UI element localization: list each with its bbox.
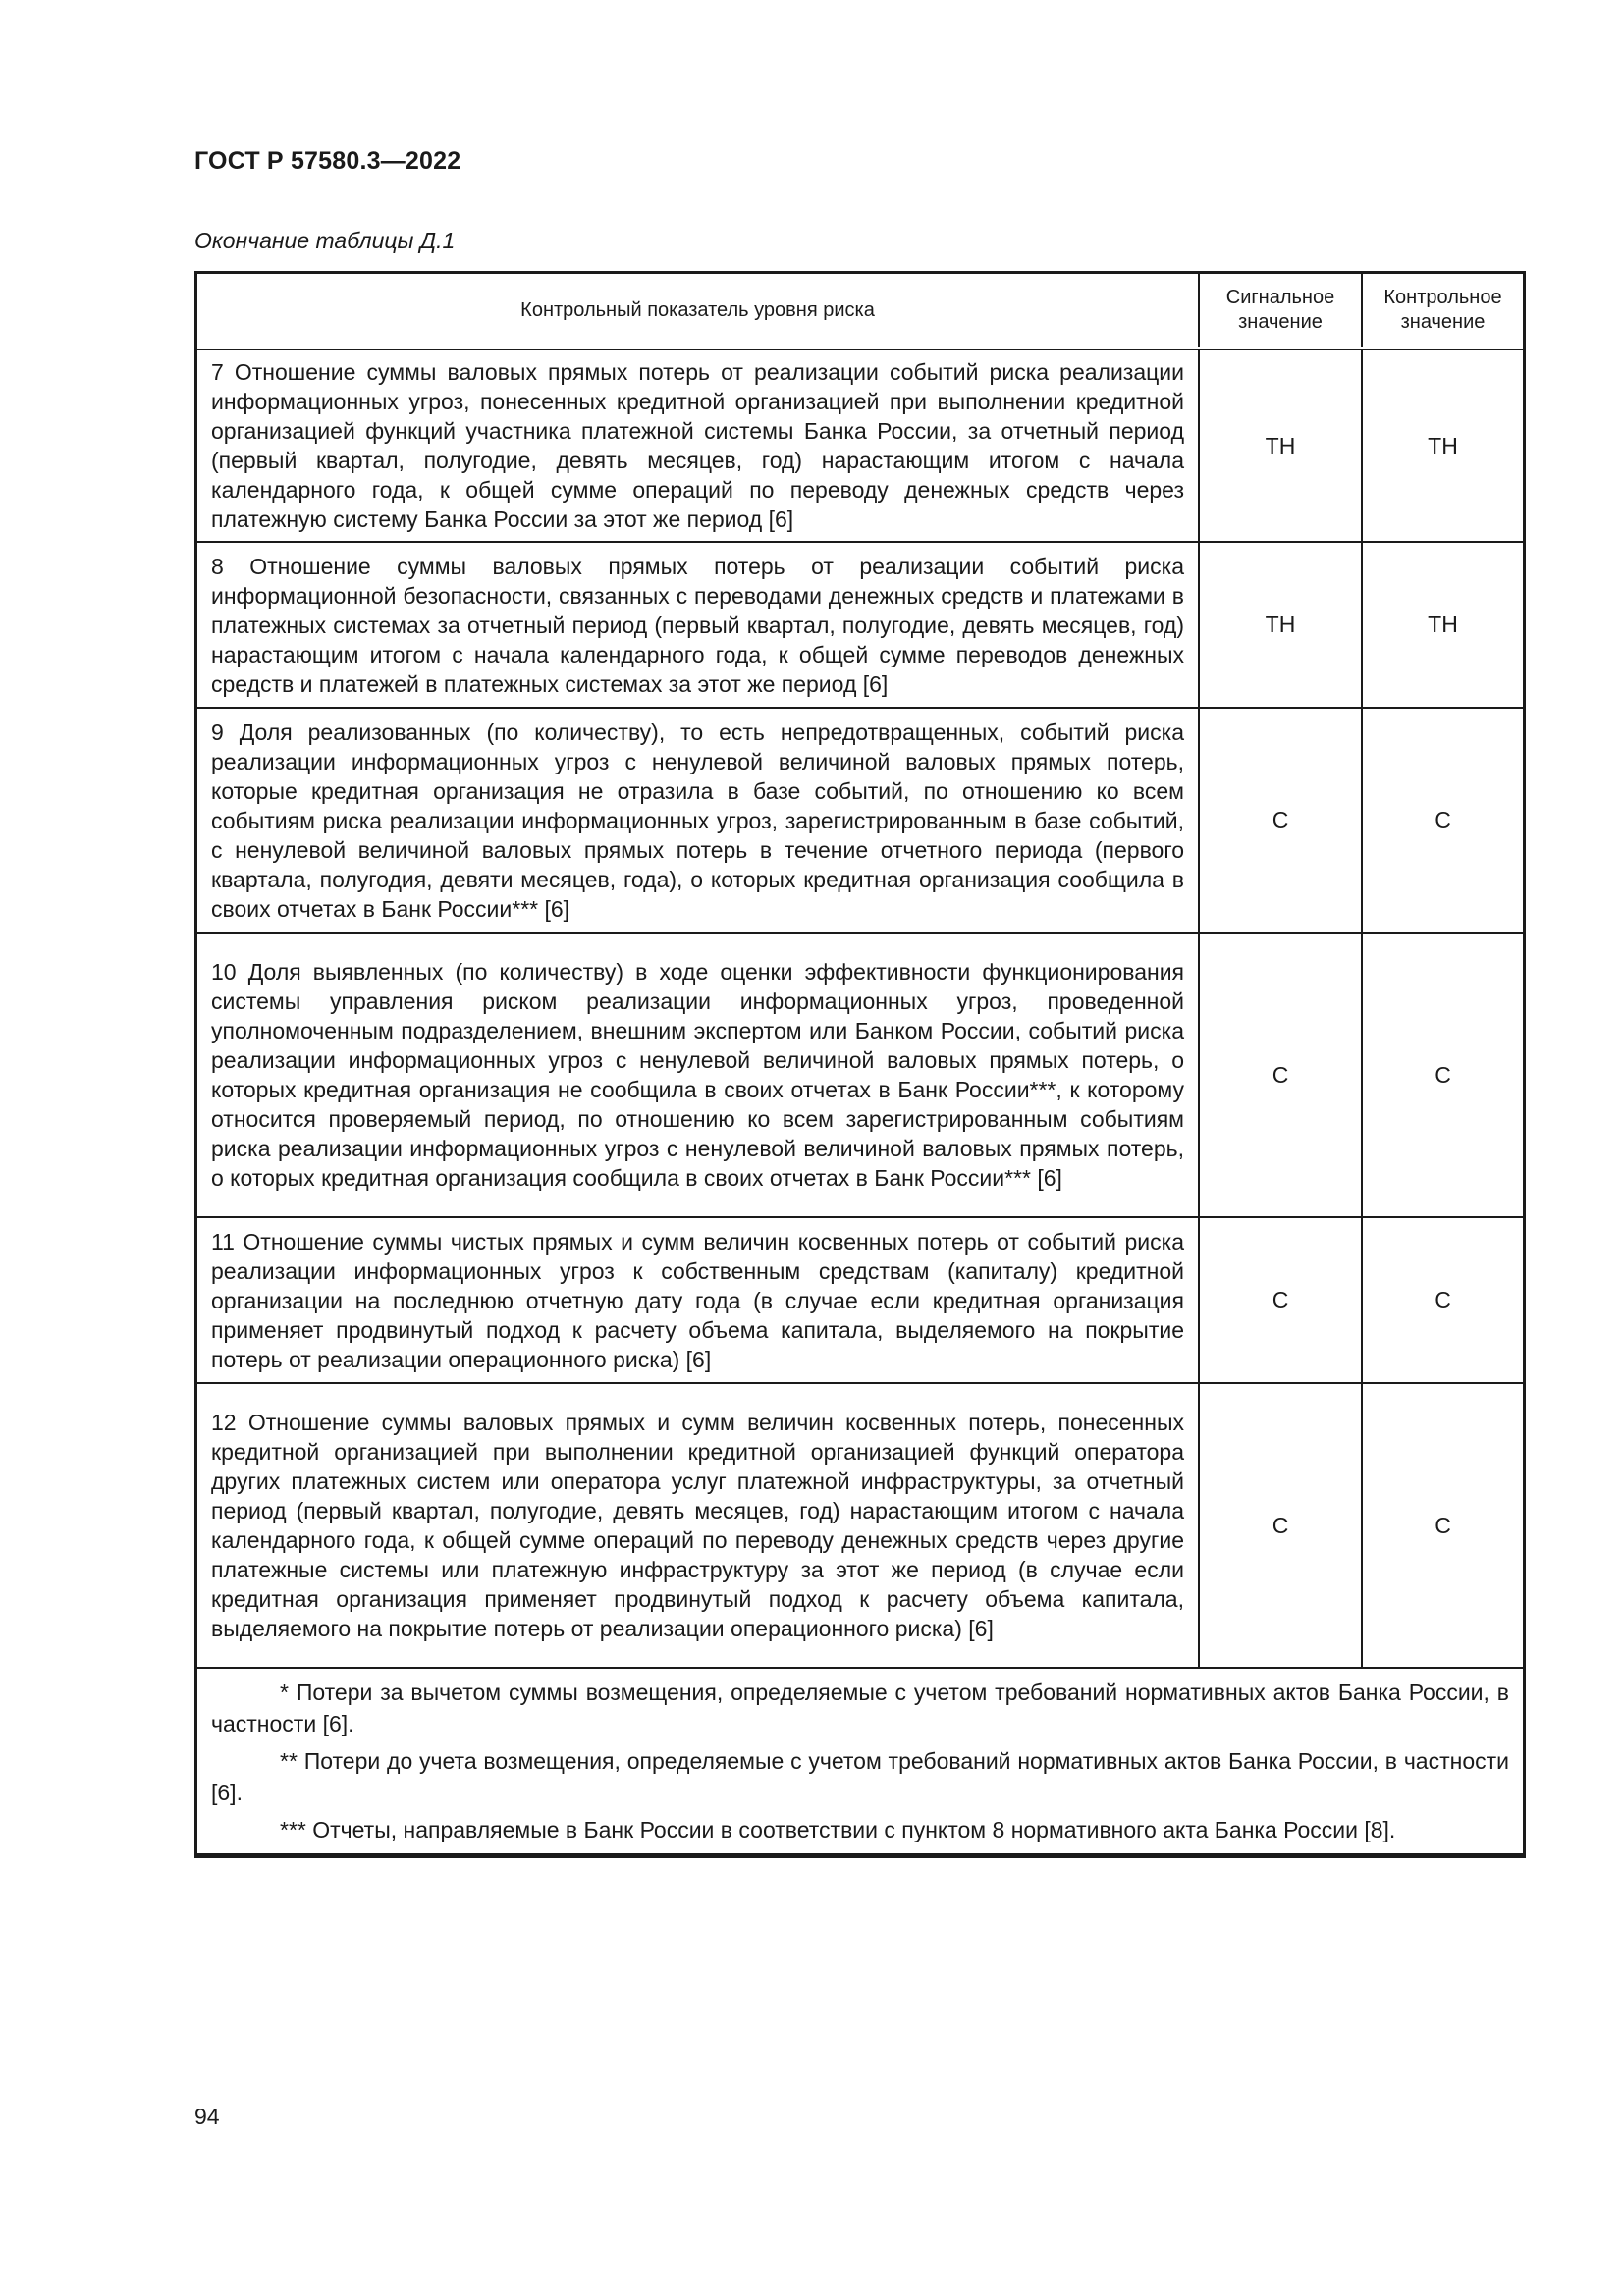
table-row: [197, 348, 1523, 542]
footnote-double-asterisk: ** Потери до учета возмещения, определяемые с учетом требований нормативных актов Банка России, в частности [6].: [211, 1748, 1509, 1805]
signal-value: С: [1199, 1383, 1362, 1668]
signal-value: С: [1199, 933, 1362, 1217]
indicator-description: 7 Отношение суммы валовых прямых потерь от реализации событий риска реализации информационных угроз, понесенных кредитной организацией при выполнении кредитной организацией функций участника платежной системы Банка России, за отчетный период (первый квартал, полугодие, девять месяцев, год) нарастающим итогом с начала календарного года, к общей сумме операций по переводу денежных средств через платежную систему Банка России за этот же период [6]: [197, 348, 1199, 542]
indicator-description: 8 Отношение суммы валовых прямых потерь от реализации событий риска информационной безопасности, связанных с переводами денежных средств и платежами в платежных системах за отчетный период (первый квартал, полугодие, девять месяцев, год) нарастающим итогом с начала календарного года, к общей сумме переводов денежных средств и платежей в платежных системах за этот же период [6]: [197, 542, 1199, 708]
risk-indicator-table: [194, 271, 1526, 1858]
control-value: С: [1362, 933, 1523, 1217]
column-header-control-value: Контрольное значение: [1362, 274, 1523, 348]
table-header-row: [197, 274, 1523, 348]
indicator-description: 10 Доля выявленных (по количеству) в ходе оценки эффективности функционирования системы управления риском реализации информационных угроз, проведенной уполномоченным подразделением, внешним экспертом или Банком России, событий риска реализации информационных угроз с ненулевой величиной валовых прямых потерь, о которых кредитная организация не сообщила в своих отчетах в Банк России***, к которому относится проверяемый период, по отношению ко всем зарегистрированным событиям риска реализации информационных угроз с ненулевой величиной валовых прямых потерь, о которых кредитная организация сообщила в своих отчетах в Банк России*** [6]: [197, 933, 1199, 1217]
indicator-description: 9 Доля реализованных (по количеству), то есть непредотвращенных, событий риска реализации информационных угроз с ненулевой величиной валовых прямых потерь, которые кредитная организация не отразила в базе событий, по отношению ко всем событиям риска реализации информационных угроз, зарегистрированным в базе событий, с ненулевой величиной валовых прямых потерь в течение отчетного периода (первого квартала, полугодия, девяти месяцев, года), о которых кредитная организация сообщила в своих отчетах в Банк России*** [6]: [197, 708, 1199, 933]
footnote-single-asterisk: * Потери за вычетом суммы возмещения, определяемые с учетом требований нормативных актов Банка России, в частности [6].: [211, 1680, 1509, 1736]
control-value: С: [1362, 708, 1523, 933]
table-notes-row: [197, 1668, 1523, 1854]
control-value: ТН: [1362, 542, 1523, 708]
column-header-indicator: Контрольный показатель уровня риска: [197, 274, 1199, 348]
signal-value: С: [1199, 708, 1362, 933]
control-value: ТН: [1362, 348, 1523, 542]
signal-value: ТН: [1199, 348, 1362, 542]
signal-value: ТН: [1199, 542, 1362, 708]
table-row: [197, 708, 1523, 933]
indicator-description: 12 Отношение суммы валовых прямых и сумм величин косвенных потерь, понесенных кредитной организацией при выполнении кредитной организацией функций оператора других платежных систем или оператора услуг платежной инфраструктуры, за отчетный период (первый квартал, полугодие, девять месяцев, год) нарастающим итогом с начала календарного года, к общей сумме операций по переводу денежных средств через другие платежные системы или платежную инфраструктуру за этот же период (в случае если кредитная организация применяет продвинутый подход к расчету объема капитала, выделяемого на покрытие потерь от реализации операционного риска) [6]: [197, 1383, 1199, 1668]
table-row: [197, 542, 1523, 708]
table-row: [197, 933, 1523, 1217]
table-footnotes: [197, 1668, 1523, 1854]
indicator-description: 11 Отношение суммы чистых прямых и сумм величин косвенных потерь от событий риска реализации информационных угроз к собственным средствам (капиталу) кредитной организации на последнюю отчетную дату года (в случае если кредитная организация применяет продвинутый подход к расчету объема капитала, выделяемого на покрытие потерь от реализации операционного риска) [6]: [197, 1217, 1199, 1383]
footnote-triple-asterisk: *** Отчеты, направляемые в Банк России в соответствии с пунктом 8 нормативного акта Банка России [8].: [280, 1817, 1396, 1842]
table-caption: Окончание таблицы Д.1: [194, 228, 456, 253]
control-value: С: [1362, 1217, 1523, 1383]
control-value: С: [1362, 1383, 1523, 1668]
signal-value: С: [1199, 1217, 1362, 1383]
column-header-signal-value: Сигнальное значение: [1199, 274, 1362, 348]
table-row: [197, 1217, 1523, 1383]
table-row: [197, 1383, 1523, 1668]
document-id-header: ГОСТ Р 57580.3—2022: [194, 147, 461, 175]
page-number: 94: [194, 2104, 220, 2129]
